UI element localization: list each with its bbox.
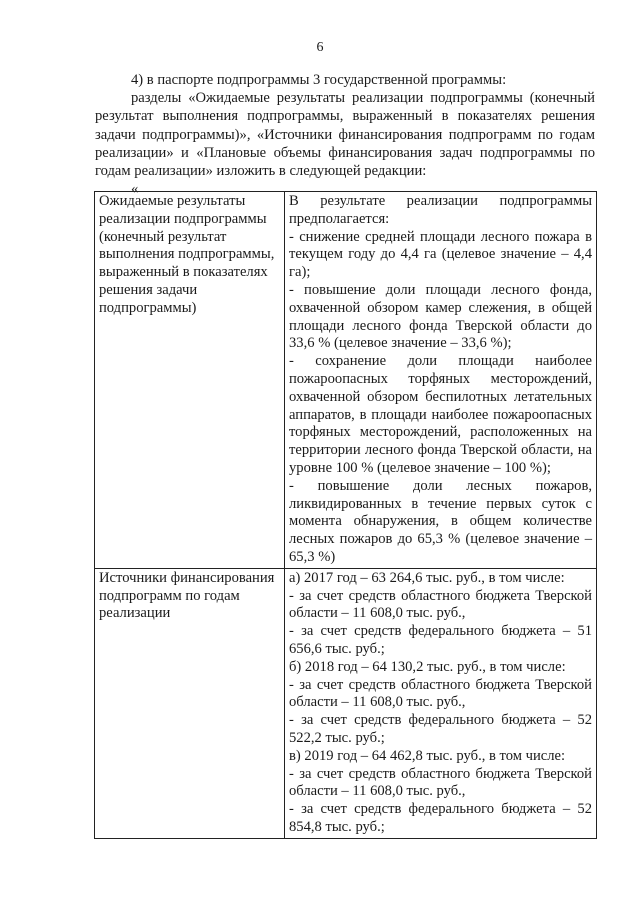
- row-content-expected-results: [285, 192, 597, 569]
- list-item: - за счет средств федерального бюджета – 52 522,2 тыс. руб.;: [289, 712, 592, 746]
- intro-paragraph-2: разделы «Ожидаемые результаты реализации подпрограммы (конечный результат выполнения подпрограммы, выраженный в показателях решения задачи подпрограммы)», «Источники финансирования подпрограмм по годам реализации» и «Плановые объемы финансирования задач подпрограммы по годам реализации» изложить в следующей редакции:: [95, 90, 595, 180]
- list-item: - за счет средств федерального бюджета – 51 656,6 тыс. руб.;: [289, 623, 592, 657]
- list-item: - за счет средств федерального бюджета – 52 854,8 тыс. руб.;: [289, 801, 592, 835]
- opening-quote-mark: «: [131, 181, 139, 198]
- list-item: - за счет средств областного бюджета Тверской области – 11 608,0 тыс. руб.,: [289, 587, 592, 622]
- passport-table: [94, 191, 597, 839]
- intro-paragraph-1: 4) в паспорте подпрограммы 3 государственной программы:: [131, 72, 507, 88]
- list-item: - повышение доли площади лесного фонда, охваченной обзором камер слежения, в общей площади лесного фонда Тверской области до 33,6 % (целевое значение – 33,6 %);: [289, 281, 592, 352]
- table-row-expected-results: [95, 192, 597, 569]
- list-item: - снижение средней площади лесного пожара в текущем году до 4,4 га (целевое значение – 4,4 га);: [289, 228, 592, 281]
- list-item: а) 2017 год – 63 264,6 тыс. руб., в том числе:: [289, 569, 565, 586]
- intro-text: [95, 71, 595, 198]
- row-label-funding-sources: Источники финансирования подпрограмм по годам реализации: [95, 568, 285, 838]
- list-item: - за счет средств областного бюджета Тверской области – 11 608,0 тыс. руб.,: [289, 765, 592, 800]
- page-number: 6: [316, 40, 324, 55]
- row-content-funding-sources: [285, 568, 597, 838]
- list-item: - повышение доли лесных пожаров, ликвидированных в течение первых суток с момента обнаружения, в общем количестве лесных пожаров до 65,3 % (целевое значение – 65,3 %): [289, 477, 592, 565]
- list-item: - за счет средств областного бюджета Тверской области – 11 608,0 тыс. руб.,: [289, 676, 592, 711]
- list-item: в) 2019 год – 64 462,8 тыс. руб., в том числе:: [289, 747, 566, 764]
- list-item: б) 2018 год – 64 130,2 тыс. руб., в том числе:: [289, 658, 566, 675]
- list-item: В результате реализации подпрограммы предполагается:: [289, 193, 592, 227]
- table-row-funding-sources: [95, 568, 597, 838]
- row-label-expected-results: Ожидаемые результаты реализации подпрограммы (конечный результат выполнения подпрограммы, выраженный в показателях решения задачи подпрограммы): [95, 192, 285, 569]
- list-item: - сохранение доли площади наиболее пожароопасных торфяных месторождений, охваченной обзором беспилотных летательных аппаратов, в площади наиболее пожароопасных торфяных месторождений, расположенных на территории лесного фонда Тверской области, на уровне 100 % (целевое значение – 100 %);: [289, 353, 592, 476]
